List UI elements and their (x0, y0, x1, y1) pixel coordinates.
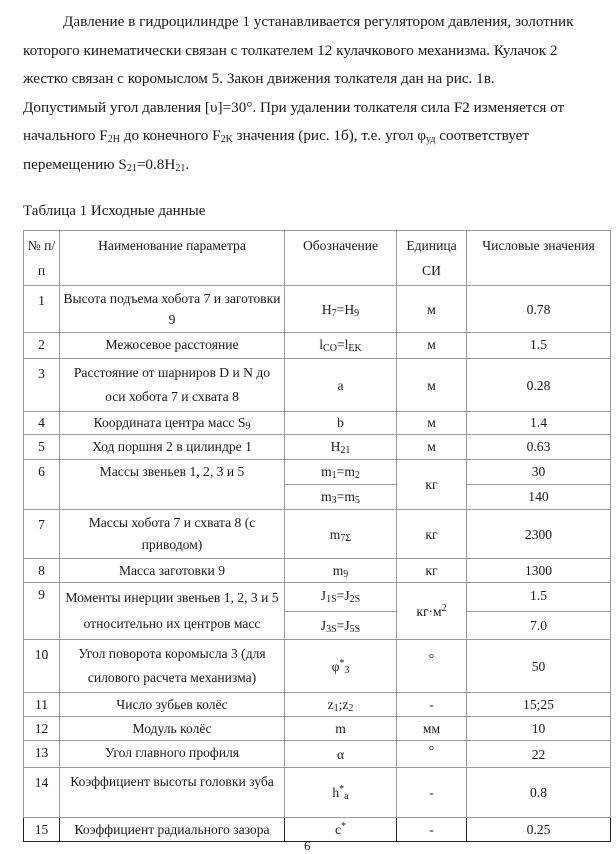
text: =H (336, 301, 355, 317)
row-name: Массы звеньев 1, 2, 3 и 5 (60, 460, 285, 510)
row-value: 15;25 (467, 693, 611, 717)
text: H (321, 301, 332, 317)
row-num: 6 (24, 460, 60, 510)
row-value: 0.78 (467, 286, 611, 333)
subscript: 1S (326, 594, 337, 605)
row-symbol (285, 435, 397, 460)
subscript: 21 (175, 162, 186, 174)
subscript: 2H (107, 134, 120, 145)
row-name: Угол поворота коромысла 3 (для силового расчета механизма) (60, 640, 285, 693)
text: H (330, 439, 341, 454)
row-unit: ° (397, 640, 467, 693)
row-num: 1 (24, 286, 60, 333)
subscript: 7 (331, 307, 337, 319)
text: =m (336, 464, 355, 479)
row-name: Расстояние от шарниров D и N до оси хобота 7 и схвата 8 (60, 359, 285, 412)
text: z (327, 697, 334, 712)
table-row (24, 510, 611, 559)
text: начального F (23, 127, 108, 144)
table-row (24, 818, 611, 842)
text: =J (336, 588, 350, 603)
subscript: 2S (349, 594, 361, 605)
subscript: 7Σ (340, 532, 352, 544)
subscript: 9 (354, 307, 360, 319)
text: c (334, 822, 342, 837)
subscript: 1 (333, 703, 339, 714)
row-value: 0.63 (467, 435, 611, 460)
row-num: 13 (24, 741, 60, 768)
row-symbol: m (285, 717, 397, 741)
row-name: Модуль колёс (60, 717, 285, 741)
source-data-table (23, 230, 611, 842)
row-unit: кг (397, 510, 467, 559)
header-symbol: Обозначение (285, 231, 397, 286)
text: m (329, 526, 341, 542)
row-unit: м (397, 286, 467, 333)
row-value: 50 (467, 640, 611, 693)
row-value: 1.5 (467, 333, 611, 359)
text: m (321, 489, 332, 504)
text: . (185, 155, 190, 173)
superscript: * (339, 784, 345, 795)
row-symbol (285, 583, 397, 612)
subscript: 2K (220, 134, 233, 145)
text: =l (336, 337, 349, 352)
row-unit: - (397, 818, 467, 842)
row-unit: - (397, 693, 467, 717)
row-symbol (285, 333, 397, 359)
row-name: Межосевое расстояние (60, 333, 285, 359)
row-name: Масса заготовки 9 (60, 559, 285, 583)
row-name (60, 412, 285, 435)
text: h (332, 785, 340, 800)
text: m (321, 464, 332, 479)
text: перемещению S (23, 155, 127, 173)
text: m (332, 563, 344, 578)
row-name: Ход поршня 2 в цилиндре 1 (60, 435, 285, 460)
row-value: 1.4 (467, 412, 611, 435)
table-row (24, 286, 611, 333)
text: кг·м (416, 603, 442, 619)
row-symbol (285, 612, 397, 640)
table-row (24, 460, 611, 485)
superscript: * (339, 657, 345, 669)
text: значения (рис. 1б), т.е. угол φ (232, 127, 426, 144)
row-unit: ° (397, 741, 467, 768)
paragraph-line-5 (23, 122, 603, 151)
row-num: 9 (24, 583, 60, 640)
row-unit: кг (397, 559, 467, 583)
row-symbol (285, 818, 397, 842)
subscript: 3S (326, 623, 337, 635)
row-num: 8 (24, 559, 60, 583)
row-unit: м (397, 333, 467, 359)
text: соответствует (435, 127, 530, 144)
row-symbol (285, 640, 397, 693)
table-row (24, 741, 611, 768)
table-row (24, 583, 611, 612)
row-value: 140 (467, 485, 611, 510)
subscript: 3 (331, 495, 337, 506)
row-value: 0.25 (467, 818, 611, 842)
row-symbol (285, 286, 397, 333)
row-unit (397, 583, 467, 640)
row-value: 0.28 (467, 359, 611, 412)
text: l (319, 337, 324, 352)
text: =0.8H (136, 155, 176, 173)
subscript: CO (323, 343, 337, 354)
subscript: уд (425, 134, 436, 145)
row-symbol: b (285, 412, 397, 435)
text: φ (331, 658, 340, 674)
table-row (24, 559, 611, 583)
subscript: EK (348, 343, 362, 354)
table-row (24, 717, 611, 741)
row-num: 10 (24, 640, 60, 693)
text: ;z (338, 697, 349, 712)
row-unit: м (397, 412, 467, 435)
text: =m (336, 489, 355, 504)
subscript: 5S (349, 623, 361, 635)
row-num: 4 (24, 412, 60, 435)
header-name: Наименование параметра (60, 231, 285, 286)
row-name: Высота подъема хобота 7 и заготовки 9 (60, 286, 285, 333)
paragraph-line-2: которого кинематически связан с толкателем 12 кулачкового механизма. Кулачок 2 (23, 41, 558, 59)
intro-paragraph (23, 8, 603, 179)
row-num: 14 (24, 768, 60, 818)
table-row (24, 640, 611, 693)
text: Координата центра масс S (93, 415, 246, 430)
row-name: Массы хобота 7 и схвата 8 (с приводом) (60, 510, 285, 559)
row-value: 1300 (467, 559, 611, 583)
row-num: 5 (24, 435, 60, 460)
subscript: 21 (126, 162, 137, 174)
row-value: 7.0 (467, 612, 611, 640)
row-num: 15 (24, 818, 60, 842)
text: J (320, 588, 327, 603)
row-symbol (285, 460, 397, 485)
row-unit: кг (397, 460, 467, 510)
subscript: a (344, 791, 349, 802)
header-num: № п/п (24, 231, 60, 286)
table-row (24, 333, 611, 359)
row-num: 7 (24, 510, 60, 559)
row-num: 3 (24, 359, 60, 412)
row-symbol (285, 559, 397, 583)
subscript: 2 (354, 470, 360, 481)
row-unit: мм (397, 717, 467, 741)
row-name: Коэффициент высоты головки зуба (60, 768, 285, 818)
subscript: 21 (340, 445, 351, 456)
row-value: 22 (467, 741, 611, 768)
row-value: 10 (467, 717, 611, 741)
row-symbol: a (285, 359, 397, 412)
table-caption: Таблица 1 Исходные данные (23, 203, 206, 219)
paragraph-line-1: Давление в гидроцилиндре 1 устанавливается регулятором давления, золотник (63, 13, 574, 30)
table-row (24, 359, 611, 412)
header-unit: Единица СИ (397, 231, 467, 286)
subscript: 9 (343, 569, 349, 580)
row-symbol (285, 693, 397, 717)
row-name: Число зубьев колёс (60, 693, 285, 717)
text: до конечного F (119, 127, 221, 144)
row-name: Коэффициент радиального зазора (60, 818, 285, 842)
row-value: 1.5 (467, 583, 611, 612)
row-symbol: α (285, 741, 397, 768)
subscript: 1 (331, 470, 337, 481)
superscript: * (341, 821, 347, 832)
row-unit: м (397, 435, 467, 460)
row-value: 2300 (467, 510, 611, 559)
subscript: 5 (354, 495, 360, 506)
row-symbol (285, 510, 397, 559)
superscript: 2 (441, 602, 447, 614)
row-unit: м (397, 359, 467, 412)
row-name: Угол главного профиля (60, 741, 285, 768)
text: J (320, 617, 327, 633)
row-symbol (285, 485, 397, 510)
table-row (24, 693, 611, 717)
subscript: 9 (245, 421, 251, 432)
row-num: 2 (24, 333, 60, 359)
row-value: 0.8 (467, 768, 611, 818)
table-row (24, 435, 611, 460)
header-value: Числовые значения (467, 231, 611, 286)
row-symbol (285, 768, 397, 818)
paragraph-line-4: Допустимый угол давления [υ]=30°. При удалении толкателя сила F2 изменяется от (23, 98, 565, 116)
row-num: 11 (24, 693, 60, 717)
page-number: 6 (304, 838, 311, 853)
row-unit: - (397, 768, 467, 818)
paragraph-line-3: жестко связан с коромыслом 5. Закон движения толкателя дан на рис. 1в. (23, 70, 495, 87)
subscript: 2 (348, 703, 354, 714)
text: =J (336, 617, 350, 633)
row-value: 30 (467, 460, 611, 485)
subscript: 3 (344, 664, 350, 676)
row-name: Моменты инерции звеньев 1, 2, 3 и 5 относительно их центров масс (60, 583, 285, 640)
row-num: 12 (24, 717, 60, 741)
paragraph-line-6 (23, 151, 603, 180)
table-header-row (24, 231, 611, 286)
table-row (24, 768, 611, 818)
table-row (24, 412, 611, 435)
